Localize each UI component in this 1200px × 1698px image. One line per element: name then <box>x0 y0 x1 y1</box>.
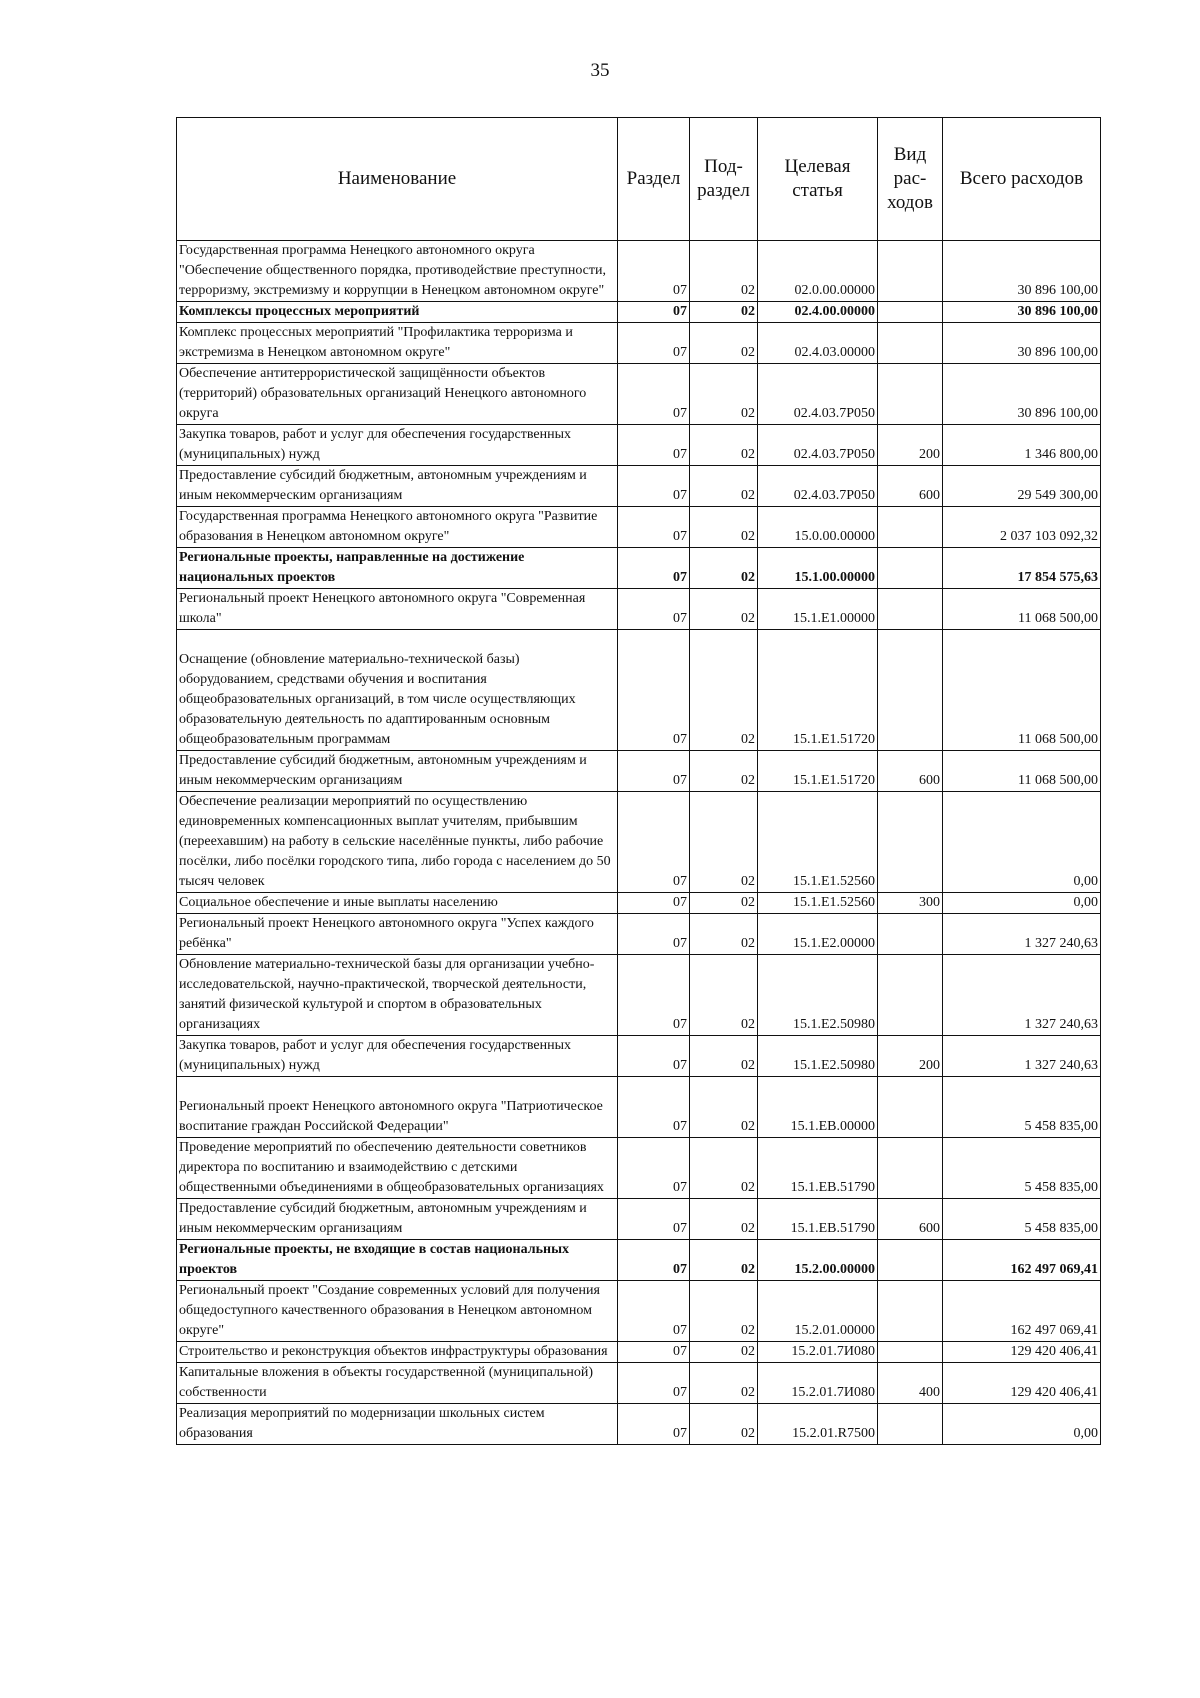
cell-name: Закупка товаров, работ и услуг для обеспечения государственных (муниципальных) нужд <box>177 425 618 466</box>
cell-vsego: 1 327 240,63 <box>943 955 1101 1036</box>
cell-vid <box>878 1342 943 1363</box>
cell-razdel: 07 <box>618 1281 690 1342</box>
cell-vid <box>878 241 943 302</box>
cell-celevaya: 15.0.00.00000 <box>758 507 878 548</box>
cell-vid <box>878 507 943 548</box>
table-row <box>177 425 1101 466</box>
cell-razdel: 07 <box>618 1138 690 1199</box>
cell-name: Предоставление субсидий бюджетным, автономным учреждениям и иным некоммерческим организациям <box>177 751 618 792</box>
table-row <box>177 241 1101 302</box>
cell-name: Государственная программа Ненецкого автономного округа "Развитие образования в Ненецком автономном округе" <box>177 507 618 548</box>
cell-vid <box>878 1077 943 1138</box>
cell-podrazdel: 02 <box>690 1199 758 1240</box>
cell-razdel: 07 <box>618 955 690 1036</box>
cell-vsego: 2 037 103 092,32 <box>943 507 1101 548</box>
cell-razdel: 07 <box>618 914 690 955</box>
cell-podrazdel: 02 <box>690 1342 758 1363</box>
cell-razdel: 07 <box>618 1077 690 1138</box>
cell-vid <box>878 630 943 751</box>
table-row <box>177 1199 1101 1240</box>
cell-vid <box>878 914 943 955</box>
cell-vid <box>878 302 943 323</box>
table-row <box>177 302 1101 323</box>
cell-vsego: 1 327 240,63 <box>943 1036 1101 1077</box>
cell-vsego: 162 497 069,41 <box>943 1281 1101 1342</box>
header-vsego: Всего расходов <box>943 118 1101 241</box>
cell-razdel: 07 <box>618 241 690 302</box>
header-name: Наименование <box>177 118 618 241</box>
table-row <box>177 364 1101 425</box>
table-row <box>177 1342 1101 1363</box>
table-row <box>177 914 1101 955</box>
cell-name: Закупка товаров, работ и услуг для обеспечения государственных (муниципальных) нужд <box>177 1036 618 1077</box>
cell-name: Обеспечение реализации мероприятий по осуществлению единовременных компенсационных выплат учителям, прибывшим (переехавшим) на работу в сельские населённые пункты, либо рабочие посёлки, либо посёлки городского типа, либо города с населением до 50 тысяч человек <box>177 792 618 893</box>
cell-razdel: 07 <box>618 302 690 323</box>
table-row <box>177 751 1101 792</box>
cell-podrazdel: 02 <box>690 1077 758 1138</box>
cell-celevaya: 15.2.01.R7500 <box>758 1404 878 1445</box>
cell-vid: 600 <box>878 466 943 507</box>
cell-podrazdel: 02 <box>690 589 758 630</box>
page-number: 35 <box>590 60 610 81</box>
cell-razdel: 07 <box>618 425 690 466</box>
table-row <box>177 1240 1101 1281</box>
cell-celevaya: 15.2.01.7И080 <box>758 1363 878 1404</box>
table-row <box>177 1404 1101 1445</box>
cell-vid <box>878 589 943 630</box>
cell-vid <box>878 1138 943 1199</box>
cell-vsego: 11 068 500,00 <box>943 630 1101 751</box>
cell-podrazdel: 02 <box>690 955 758 1036</box>
cell-celevaya: 02.4.03.7Р050 <box>758 425 878 466</box>
cell-name: Предоставление субсидий бюджетным, автономным учреждениям и иным некоммерческим организациям <box>177 1199 618 1240</box>
cell-vid: 200 <box>878 425 943 466</box>
cell-name: Строительство и реконструкция объектов инфраструктуры образования <box>177 1342 618 1363</box>
cell-vsego: 129 420 406,41 <box>943 1363 1101 1404</box>
cell-celevaya: 15.2.00.00000 <box>758 1240 878 1281</box>
cell-razdel: 07 <box>618 630 690 751</box>
cell-podrazdel: 02 <box>690 1363 758 1404</box>
cell-name: Капитальные вложения в объекты государственной (муниципальной) собственности <box>177 1363 618 1404</box>
table-row <box>177 589 1101 630</box>
table-header-row <box>177 118 1101 241</box>
cell-razdel: 07 <box>618 1240 690 1281</box>
cell-name: Региональный проект Ненецкого автономного округа "Современная школа" <box>177 589 618 630</box>
cell-celevaya: 15.1.Е2.50980 <box>758 1036 878 1077</box>
cell-razdel: 07 <box>618 1036 690 1077</box>
cell-podrazdel: 02 <box>690 792 758 893</box>
cell-celevaya: 15.1.Е2.50980 <box>758 955 878 1036</box>
cell-name: Региональный проект "Создание современных условий для получения общедоступного качественного образования в Ненецком автономном округе" <box>177 1281 618 1342</box>
cell-podrazdel: 02 <box>690 1404 758 1445</box>
cell-podrazdel: 02 <box>690 751 758 792</box>
cell-celevaya: 15.1.00.00000 <box>758 548 878 589</box>
header-celevaya: Целевая статья <box>758 118 878 241</box>
cell-celevaya: 15.1.ЕВ.51790 <box>758 1199 878 1240</box>
cell-name: Оснащение (обновление материально-технической базы) оборудованием, средствами обучения и воспитания общеобразовательных организаций, в том числе осуществляющих образовательную деятельность по адаптированным основным общеобразовательным программам <box>177 630 618 751</box>
cell-name: Реализация мероприятий по модернизации школьных систем образования <box>177 1404 618 1445</box>
table-row <box>177 955 1101 1036</box>
cell-name: Предоставление субсидий бюджетным, автономным учреждениям и иным некоммерческим организациям <box>177 466 618 507</box>
cell-vsego: 30 896 100,00 <box>943 364 1101 425</box>
table-row <box>177 507 1101 548</box>
cell-name: Региональные проекты, не входящие в состав национальных проектов <box>177 1240 618 1281</box>
cell-name: Государственная программа Ненецкого автономного округа "Обеспечение общественного порядка, противодействие преступности, терроризму, экстремизму и коррупции в Ненецком автономном округе" <box>177 241 618 302</box>
cell-podrazdel: 02 <box>690 1036 758 1077</box>
header-vid: Вид рас- ходов <box>878 118 943 241</box>
cell-celevaya: 15.1.Е2.00000 <box>758 914 878 955</box>
table-row <box>177 1036 1101 1077</box>
cell-celevaya: 15.1.Е1.52560 <box>758 792 878 893</box>
cell-name: Комплексы процессных мероприятий <box>177 302 618 323</box>
cell-vid <box>878 323 943 364</box>
header-podrazdel: Под- раздел <box>690 118 758 241</box>
cell-razdel: 07 <box>618 1199 690 1240</box>
table-row <box>177 630 1101 751</box>
cell-podrazdel: 02 <box>690 507 758 548</box>
cell-podrazdel: 02 <box>690 630 758 751</box>
cell-podrazdel: 02 <box>690 364 758 425</box>
cell-vsego: 30 896 100,00 <box>943 323 1101 364</box>
cell-razdel: 07 <box>618 1363 690 1404</box>
table-row <box>177 1363 1101 1404</box>
cell-vid: 300 <box>878 893 943 914</box>
cell-vid <box>878 548 943 589</box>
cell-vsego: 5 458 835,00 <box>943 1199 1101 1240</box>
cell-vid: 400 <box>878 1363 943 1404</box>
cell-vsego: 17 854 575,63 <box>943 548 1101 589</box>
cell-celevaya: 15.1.ЕВ.51790 <box>758 1138 878 1199</box>
cell-name: Социальное обеспечение и иные выплаты населению <box>177 893 618 914</box>
table-row <box>177 893 1101 914</box>
cell-celevaya: 02.4.03.00000 <box>758 323 878 364</box>
cell-celevaya: 02.4.00.00000 <box>758 302 878 323</box>
cell-podrazdel: 02 <box>690 893 758 914</box>
cell-celevaya: 15.1.Е1.51720 <box>758 751 878 792</box>
cell-razdel: 07 <box>618 1342 690 1363</box>
cell-podrazdel: 02 <box>690 323 758 364</box>
cell-vsego: 0,00 <box>943 893 1101 914</box>
cell-podrazdel: 02 <box>690 425 758 466</box>
cell-vid <box>878 364 943 425</box>
cell-vsego: 29 549 300,00 <box>943 466 1101 507</box>
cell-name: Обеспечение антитеррористической защищённости объектов (территорий) образовательных организаций Ненецкого автономного округа <box>177 364 618 425</box>
table-body <box>177 241 1101 1445</box>
cell-celevaya: 15.2.01.7И080 <box>758 1342 878 1363</box>
cell-podrazdel: 02 <box>690 241 758 302</box>
table-row <box>177 1077 1101 1138</box>
table-row <box>177 792 1101 893</box>
cell-vsego: 162 497 069,41 <box>943 1240 1101 1281</box>
table-row <box>177 548 1101 589</box>
cell-razdel: 07 <box>618 323 690 364</box>
cell-podrazdel: 02 <box>690 302 758 323</box>
cell-name: Обновление материально-технической базы для организации учебно-исследовательской, научно-практической, творческой деятельности, занятий физической культурой и спортом в образовательных организациях <box>177 955 618 1036</box>
cell-vid <box>878 792 943 893</box>
cell-vid <box>878 1240 943 1281</box>
cell-celevaya: 15.2.01.00000 <box>758 1281 878 1342</box>
cell-vsego: 11 068 500,00 <box>943 589 1101 630</box>
cell-vsego: 1 327 240,63 <box>943 914 1101 955</box>
cell-vsego: 5 458 835,00 <box>943 1077 1101 1138</box>
table-row <box>177 466 1101 507</box>
cell-vsego: 30 896 100,00 <box>943 241 1101 302</box>
cell-podrazdel: 02 <box>690 466 758 507</box>
cell-celevaya: 02.0.00.00000 <box>758 241 878 302</box>
cell-celevaya: 15.1.Е1.51720 <box>758 630 878 751</box>
cell-vid <box>878 1404 943 1445</box>
table-row <box>177 1138 1101 1199</box>
cell-razdel: 07 <box>618 466 690 507</box>
cell-razdel: 07 <box>618 751 690 792</box>
cell-razdel: 07 <box>618 589 690 630</box>
cell-podrazdel: 02 <box>690 914 758 955</box>
cell-vsego: 0,00 <box>943 792 1101 893</box>
cell-vsego: 11 068 500,00 <box>943 751 1101 792</box>
cell-razdel: 07 <box>618 1404 690 1445</box>
cell-name: Региональные проекты, направленные на достижение национальных проектов <box>177 548 618 589</box>
cell-razdel: 07 <box>618 507 690 548</box>
cell-vid <box>878 1281 943 1342</box>
cell-podrazdel: 02 <box>690 1138 758 1199</box>
cell-razdel: 07 <box>618 792 690 893</box>
cell-celevaya: 15.1.Е1.52560 <box>758 893 878 914</box>
cell-vsego: 30 896 100,00 <box>943 302 1101 323</box>
cell-name: Проведение мероприятий по обеспечению деятельности советников директора по воспитанию и взаимодействию с детскими общественными объединениями в общеобразовательных организациях <box>177 1138 618 1199</box>
cell-name: Региональный проект Ненецкого автономного округа "Патриотическое воспитание граждан Российской Федерации" <box>177 1077 618 1138</box>
cell-razdel: 07 <box>618 364 690 425</box>
cell-name: Комплекс процессных мероприятий "Профилактика терроризма и экстремизма в Ненецком автономном округе" <box>177 323 618 364</box>
cell-name: Региональный проект Ненецкого автономного округа "Успех каждого ребёнка" <box>177 914 618 955</box>
expenditure-table <box>176 117 1101 1445</box>
cell-podrazdel: 02 <box>690 1240 758 1281</box>
cell-celevaya: 02.4.03.7Р050 <box>758 466 878 507</box>
header-razdel: Раздел <box>618 118 690 241</box>
cell-vsego: 1 346 800,00 <box>943 425 1101 466</box>
cell-celevaya: 15.1.Е1.00000 <box>758 589 878 630</box>
cell-vsego: 5 458 835,00 <box>943 1138 1101 1199</box>
cell-vid <box>878 955 943 1036</box>
cell-vid: 600 <box>878 751 943 792</box>
cell-vid: 200 <box>878 1036 943 1077</box>
cell-podrazdel: 02 <box>690 548 758 589</box>
table-row <box>177 1281 1101 1342</box>
cell-vsego: 0,00 <box>943 1404 1101 1445</box>
cell-razdel: 07 <box>618 893 690 914</box>
cell-vid: 600 <box>878 1199 943 1240</box>
cell-vsego: 129 420 406,41 <box>943 1342 1101 1363</box>
cell-razdel: 07 <box>618 548 690 589</box>
cell-podrazdel: 02 <box>690 1281 758 1342</box>
cell-celevaya: 02.4.03.7Р050 <box>758 364 878 425</box>
table-row <box>177 323 1101 364</box>
cell-celevaya: 15.1.ЕВ.00000 <box>758 1077 878 1138</box>
